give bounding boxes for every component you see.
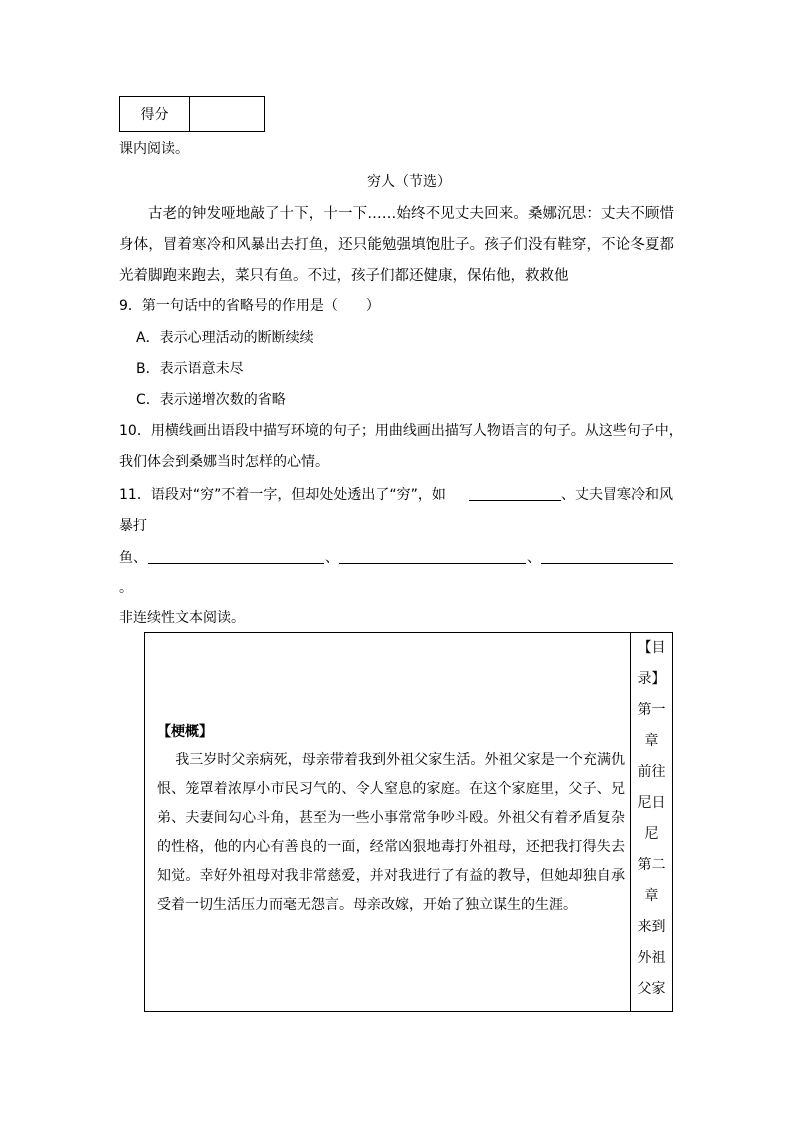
- section-heading-in-class-reading: 课内阅读。: [119, 141, 189, 157]
- question-10-line-1: 10．用横线画出语段中描写环境的句子；用曲线画出描写人物语言的句子。从这些句子中，: [119, 423, 683, 439]
- question-9-stem: 9．第一句话中的省略号的作用是（ ）: [119, 298, 380, 314]
- toc-line: 录】: [637, 671, 666, 687]
- question-9-option-c[interactable]: C．表示递增次数的省略: [136, 392, 286, 408]
- toc-cell: [631, 633, 672, 1005]
- summary-heading: 【梗概】: [157, 724, 213, 740]
- question-11-text: 11．语段对“穷”不着一字，但却处处透出了“穷”，如: [119, 487, 446, 503]
- toc-line: 父家: [637, 981, 666, 997]
- toc-line: 第一: [637, 702, 666, 718]
- answer-blank-1[interactable]: [469, 500, 561, 501]
- question-11-text-cont: 、丈夫冒寒冷和风: [561, 487, 673, 503]
- score-label: 得分: [120, 97, 190, 132]
- separator-2: 、: [527, 550, 541, 566]
- toc-line: 外祖: [637, 950, 666, 966]
- summary-body: 我三岁时父亲病死，母亲带着我到外祖父家生活。外祖父家是一个充满仇恨、笼罩着浓厚小市民习气的、令人窒息的家庭。在这个家庭里，父子、兄弟、夫妻间勾心斗角，甚至为一些小事常常争吵斗殴。外祖父有着矛盾复杂的性格，他的内心有善良的一面，经常凶狠地毒打外祖母，还把我打得失去知觉。幸好外祖母对我非常慈爱，并对我进行了有益的教导，但她却独自承受着一切生活压力而毫无怨言。母亲改嫁，开始了独立谋生的生涯。: [157, 752, 625, 913]
- passage-body: 古老的钟发哑地敲了十下，十一下……始终不见丈夫回来。桑娜沉思：丈夫不顾惜身体，冒着寒冷和风暴出去打鱼，还只能勉强填饱肚子。孩子们没有鞋穿，不论冬夏都光着脚跑来跑去，菜只有鱼。不过，孩子们都还健康，保佑他，救救他: [119, 206, 674, 284]
- section-heading-noncontinuous: 非连续性文本阅读。: [119, 610, 245, 626]
- answer-blank-3[interactable]: [339, 563, 526, 564]
- score-table: [119, 96, 265, 132]
- toc-line: 【目: [637, 640, 666, 656]
- summary-cell: [157, 718, 625, 920]
- passage-title: 穷人（节选）: [367, 174, 451, 190]
- answer-blank-2[interactable]: [148, 563, 324, 564]
- question-11-text-wrap: 暴打: [119, 518, 147, 534]
- toc-line: 尼: [644, 826, 659, 842]
- toc-line: 章: [644, 888, 659, 904]
- toc-line: 来到: [637, 919, 666, 935]
- separator-1: 、: [325, 550, 339, 566]
- toc-line: 尼日: [637, 795, 666, 811]
- question-10-line-2: 我们体会到桑娜当时怎样的心情。: [119, 454, 329, 470]
- toc-line: 前往: [637, 764, 666, 780]
- question-9-option-b[interactable]: B．表示语意未尽: [136, 361, 244, 377]
- summary-table: [144, 632, 673, 1012]
- question-11-line-3-prefix: 鱼、: [119, 550, 147, 566]
- question-9-option-a[interactable]: A．表示心理活动的断断续续: [136, 330, 314, 346]
- answer-blank-4[interactable]: [541, 563, 673, 564]
- toc-line: 章: [644, 733, 659, 749]
- toc-line: 第二: [637, 857, 666, 873]
- score-value-cell[interactable]: [190, 97, 265, 132]
- question-11-end-mark: 。: [119, 580, 133, 596]
